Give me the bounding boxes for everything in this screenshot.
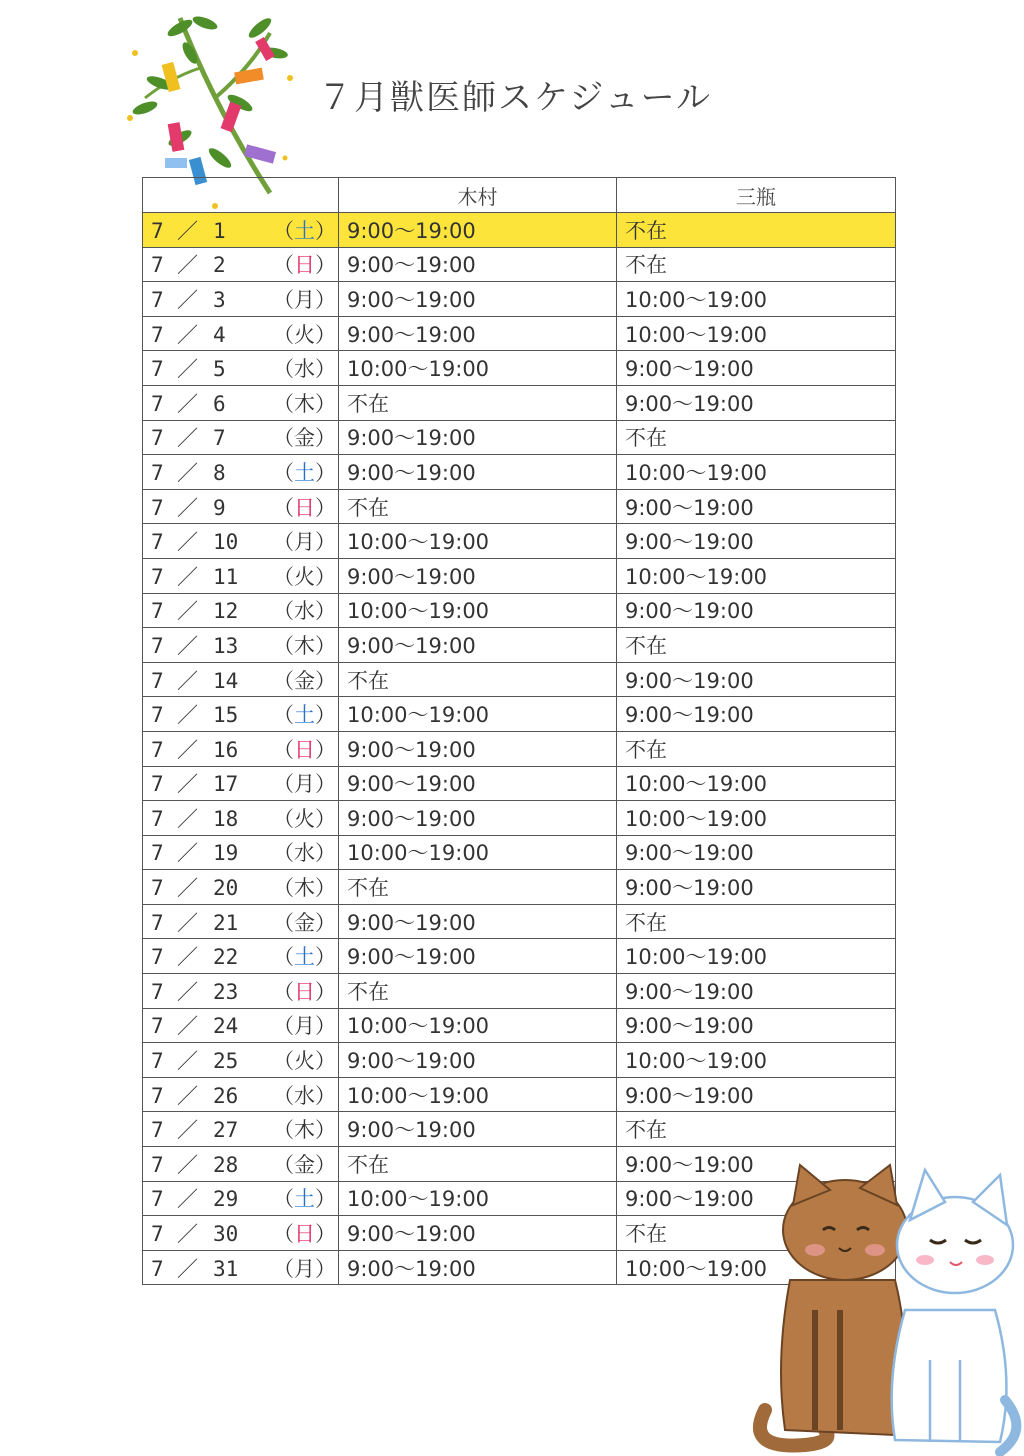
date-cell — [143, 801, 339, 836]
weekday-label: 月 — [294, 530, 315, 555]
kimura-cell: 10:00～19:00 — [339, 1008, 617, 1043]
date-cell — [143, 385, 339, 420]
sanpei-cell: 10:00～19:00 — [617, 801, 896, 836]
day: 21 — [213, 910, 239, 935]
weekday: （日） — [273, 1218, 339, 1248]
table-row — [143, 420, 896, 455]
weekday: （日） — [273, 734, 339, 764]
weekday-label: 月 — [294, 1256, 315, 1281]
date-cell — [143, 1147, 339, 1182]
sanpei-cell: 10:00～19:00 — [617, 1043, 896, 1078]
sanpei-cell: 10:00～19:00 — [617, 1250, 896, 1285]
day: 29 — [213, 1187, 239, 1212]
sanpei-cell: 9:00～19:00 — [617, 593, 896, 628]
table-row — [143, 247, 896, 282]
slash: ／ — [177, 841, 198, 866]
date-cell — [143, 1250, 339, 1285]
slash: ／ — [177, 1049, 198, 1074]
date-cell — [143, 766, 339, 801]
date-cell — [143, 455, 339, 490]
sanpei-cell: 10:00～19:00 — [617, 455, 896, 490]
date-cell — [143, 420, 339, 455]
date-cell — [143, 1077, 339, 1112]
day: 27 — [213, 1118, 239, 1143]
weekday: （土） — [273, 215, 339, 245]
slash: ／ — [177, 530, 198, 555]
weekday-label: 木 — [294, 1118, 315, 1143]
table-row — [143, 1112, 896, 1147]
weekday-label: 火 — [294, 564, 315, 589]
day: 30 — [213, 1222, 239, 1247]
month: 7 — [151, 806, 164, 831]
table-row — [143, 1077, 896, 1112]
weekday-label: 土 — [294, 945, 315, 970]
kimura-cell: 9:00～19:00 — [339, 420, 617, 455]
slash: ／ — [177, 910, 198, 935]
weekday-label: 木 — [294, 391, 315, 416]
month: 7 — [151, 772, 164, 797]
weekday-label: 火 — [294, 806, 315, 831]
kimura-cell: 10:00～19:00 — [339, 697, 617, 732]
day: 17 — [213, 772, 239, 797]
weekday: （月） — [273, 1253, 339, 1283]
table-row — [143, 1008, 896, 1043]
kimura-cell: 9:00～19:00 — [339, 801, 617, 836]
date-cell — [143, 697, 339, 732]
day: 5 — [213, 357, 226, 382]
sanpei-cell: 9:00～19:00 — [617, 697, 896, 732]
sanpei-cell: 不在 — [617, 628, 896, 663]
weekday: （水） — [273, 837, 339, 867]
slash: ／ — [177, 979, 198, 1004]
day: 19 — [213, 841, 239, 866]
slash: ／ — [177, 218, 198, 243]
table-row — [143, 731, 896, 766]
weekday: （水） — [273, 595, 339, 625]
weekday: （火） — [273, 319, 339, 349]
sanpei-cell: 9:00～19:00 — [617, 1147, 896, 1182]
weekday: （土） — [273, 941, 339, 971]
weekday: （土） — [273, 699, 339, 729]
slash: ／ — [177, 253, 198, 278]
month: 7 — [151, 426, 164, 451]
table-row — [143, 939, 896, 974]
sanpei-cell: 10:00～19:00 — [617, 282, 896, 317]
weekday: （水） — [273, 1080, 339, 1110]
day: 20 — [213, 876, 239, 901]
day: 23 — [213, 979, 239, 1004]
weekday-label: 土 — [294, 703, 315, 728]
day: 9 — [213, 495, 226, 520]
sanpei-cell: 不在 — [617, 904, 896, 939]
table-row — [143, 1043, 896, 1078]
weekday: （木） — [273, 1114, 339, 1144]
slash: ／ — [177, 495, 198, 520]
date-cell — [143, 489, 339, 524]
sanpei-cell: 9:00～19:00 — [617, 870, 896, 905]
table-row — [143, 835, 896, 870]
month: 7 — [151, 564, 164, 589]
table-row — [143, 351, 896, 386]
slash: ／ — [177, 876, 198, 901]
day: 10 — [213, 530, 239, 555]
weekday-label: 火 — [294, 322, 315, 347]
weekday-label: 土 — [294, 218, 315, 243]
sanpei-cell: 不在 — [617, 1216, 896, 1251]
weekday-label: 月 — [294, 1014, 315, 1039]
month: 7 — [151, 703, 164, 728]
weekday-label: 木 — [294, 876, 315, 901]
kimura-column-header: 木村 — [339, 178, 617, 213]
day: 7 — [213, 426, 226, 451]
day: 4 — [213, 322, 226, 347]
kimura-cell: 不在 — [339, 489, 617, 524]
date-cell — [143, 939, 339, 974]
weekday-label: 金 — [294, 668, 315, 693]
weekday-label: 火 — [294, 1049, 315, 1074]
sanpei-cell: 不在 — [617, 420, 896, 455]
sanpei-cell: 10:00～19:00 — [617, 939, 896, 974]
date-cell — [143, 524, 339, 559]
date-cell — [143, 247, 339, 282]
page-title: ７月獣医師スケジュール — [318, 78, 712, 118]
kimura-cell: 不在 — [339, 974, 617, 1009]
date-cell — [143, 1112, 339, 1147]
weekday-label: 金 — [294, 426, 315, 451]
month: 7 — [151, 910, 164, 935]
day: 8 — [213, 460, 226, 485]
slash: ／ — [177, 1014, 198, 1039]
date-cell — [143, 662, 339, 697]
weekday-label: 水 — [294, 841, 315, 866]
day: 22 — [213, 945, 239, 970]
kimura-cell: 9:00～19:00 — [339, 213, 617, 248]
date-cell — [143, 835, 339, 870]
slash: ／ — [177, 460, 198, 485]
day: 18 — [213, 806, 239, 831]
kimura-cell: 9:00～19:00 — [339, 316, 617, 351]
slash: ／ — [177, 1083, 198, 1108]
month: 7 — [151, 287, 164, 312]
kimura-cell: 9:00～19:00 — [339, 247, 617, 282]
weekday: （火） — [273, 1045, 339, 1075]
weekday-label: 金 — [294, 910, 315, 935]
weekday: （土） — [273, 457, 339, 487]
slash: ／ — [177, 564, 198, 589]
sanpei-cell: 9:00～19:00 — [617, 835, 896, 870]
month: 7 — [151, 945, 164, 970]
slash: ／ — [177, 703, 198, 728]
day: 31 — [213, 1256, 239, 1281]
date-cell — [143, 1008, 339, 1043]
day: 3 — [213, 287, 226, 312]
month: 7 — [151, 357, 164, 382]
weekday-label: 日 — [294, 253, 315, 278]
month: 7 — [151, 737, 164, 762]
sanpei-cell: 9:00～19:00 — [617, 662, 896, 697]
month: 7 — [151, 253, 164, 278]
table-row — [143, 316, 896, 351]
weekday: （日） — [273, 249, 339, 279]
weekday: （日） — [273, 976, 339, 1006]
day: 15 — [213, 703, 239, 728]
slash: ／ — [177, 599, 198, 624]
date-cell — [143, 316, 339, 351]
sanpei-cell: 9:00～19:00 — [617, 1008, 896, 1043]
weekday-label: 日 — [294, 1222, 315, 1247]
slash: ／ — [177, 668, 198, 693]
weekday: （火） — [273, 561, 339, 591]
day: 16 — [213, 737, 239, 762]
month: 7 — [151, 841, 164, 866]
date-cell — [143, 1216, 339, 1251]
kimura-cell: 10:00～19:00 — [339, 593, 617, 628]
month: 7 — [151, 1256, 164, 1281]
month: 7 — [151, 1222, 164, 1247]
weekday-label: 土 — [294, 1187, 315, 1212]
sanpei-cell: 9:00～19:00 — [617, 974, 896, 1009]
sanpei-cell: 不在 — [617, 731, 896, 766]
table-row — [143, 801, 896, 836]
slash: ／ — [177, 945, 198, 970]
weekday-label: 日 — [294, 979, 315, 1004]
table-row — [143, 282, 896, 317]
day: 14 — [213, 668, 239, 693]
date-cell — [143, 1043, 339, 1078]
weekday: （金） — [273, 1149, 339, 1179]
day: 26 — [213, 1083, 239, 1108]
weekday: （土） — [273, 1183, 339, 1213]
kimura-cell: 9:00～19:00 — [339, 1112, 617, 1147]
month: 7 — [151, 1152, 164, 1177]
weekday-label: 水 — [294, 357, 315, 382]
slash: ／ — [177, 1118, 198, 1143]
date-cell — [143, 974, 339, 1009]
slash: ／ — [177, 1187, 198, 1212]
kimura-cell: 10:00～19:00 — [339, 524, 617, 559]
day: 6 — [213, 391, 226, 416]
month: 7 — [151, 1118, 164, 1143]
sanpei-cell: 不在 — [617, 213, 896, 248]
table-row — [143, 628, 896, 663]
kimura-cell: 不在 — [339, 385, 617, 420]
day: 24 — [213, 1014, 239, 1039]
day: 2 — [213, 253, 226, 278]
sanpei-column-header: 三瓶 — [617, 178, 896, 213]
weekday-label: 月 — [294, 287, 315, 312]
date-cell — [143, 904, 339, 939]
date-cell — [143, 351, 339, 386]
month: 7 — [151, 495, 164, 520]
date-cell — [143, 628, 339, 663]
table-row — [143, 593, 896, 628]
weekday-label: 水 — [294, 1083, 315, 1108]
table-row — [143, 385, 896, 420]
table-row — [143, 213, 896, 248]
kimura-cell: 9:00～19:00 — [339, 1250, 617, 1285]
weekday-label: 木 — [294, 633, 315, 658]
day: 25 — [213, 1049, 239, 1074]
sanpei-cell: 9:00～19:00 — [617, 385, 896, 420]
sanpei-cell: 不在 — [617, 1112, 896, 1147]
sanpei-cell: 9:00～19:00 — [617, 489, 896, 524]
kimura-cell: 10:00～19:00 — [339, 1077, 617, 1112]
month: 7 — [151, 322, 164, 347]
day: 11 — [213, 564, 239, 589]
slash: ／ — [177, 737, 198, 762]
kimura-cell: 9:00～19:00 — [339, 766, 617, 801]
sanpei-cell: 9:00～19:00 — [617, 1077, 896, 1112]
weekday: （水） — [273, 353, 339, 383]
weekday: （月） — [273, 284, 339, 314]
kimura-cell: 10:00～19:00 — [339, 351, 617, 386]
table-row — [143, 904, 896, 939]
month: 7 — [151, 1049, 164, 1074]
sanpei-cell: 9:00～19:00 — [617, 524, 896, 559]
weekday-label: 土 — [294, 460, 315, 485]
date-cell — [143, 558, 339, 593]
kimura-cell: 9:00～19:00 — [339, 628, 617, 663]
month: 7 — [151, 876, 164, 901]
month: 7 — [151, 460, 164, 485]
slash: ／ — [177, 391, 198, 416]
month: 7 — [151, 218, 164, 243]
kimura-cell: 9:00～19:00 — [339, 558, 617, 593]
slash: ／ — [177, 1222, 198, 1247]
weekday-label: 月 — [294, 772, 315, 797]
kimura-cell: 9:00～19:00 — [339, 731, 617, 766]
slash: ／ — [177, 1256, 198, 1281]
day: 12 — [213, 599, 239, 624]
date-column-header — [143, 178, 339, 213]
sanpei-cell: 不在 — [617, 247, 896, 282]
month: 7 — [151, 668, 164, 693]
date-cell — [143, 870, 339, 905]
slash: ／ — [177, 426, 198, 451]
kimura-cell: 9:00～19:00 — [339, 455, 617, 490]
sanpei-cell: 10:00～19:00 — [617, 558, 896, 593]
month: 7 — [151, 1187, 164, 1212]
month: 7 — [151, 979, 164, 1004]
table-row — [143, 662, 896, 697]
month: 7 — [151, 530, 164, 555]
kimura-cell: 不在 — [339, 1147, 617, 1182]
sanpei-cell: 9:00～19:00 — [617, 351, 896, 386]
table-row — [143, 558, 896, 593]
sanpei-cell: 10:00～19:00 — [617, 316, 896, 351]
weekday-label: 日 — [294, 737, 315, 762]
kimura-cell: 10:00～19:00 — [339, 835, 617, 870]
kimura-cell: 10:00～19:00 — [339, 1181, 617, 1216]
date-cell — [143, 213, 339, 248]
slash: ／ — [177, 1152, 198, 1177]
slash: ／ — [177, 633, 198, 658]
day: 1 — [213, 218, 226, 243]
day: 13 — [213, 633, 239, 658]
table-header-row — [143, 178, 896, 213]
weekday: （月） — [273, 1010, 339, 1040]
date-cell — [143, 593, 339, 628]
kimura-cell: 不在 — [339, 662, 617, 697]
kimura-cell: 9:00～19:00 — [339, 282, 617, 317]
weekday: （月） — [273, 526, 339, 556]
weekday: （火） — [273, 803, 339, 833]
slash: ／ — [177, 357, 198, 382]
kimura-cell: 9:00～19:00 — [339, 1043, 617, 1078]
kimura-cell: 9:00～19:00 — [339, 904, 617, 939]
weekday: （金） — [273, 665, 339, 695]
table-row — [143, 489, 896, 524]
slash: ／ — [177, 772, 198, 797]
weekday: （日） — [273, 492, 339, 522]
table-row — [143, 974, 896, 1009]
month: 7 — [151, 599, 164, 624]
sanpei-cell: 10:00～19:00 — [617, 766, 896, 801]
table-row — [143, 697, 896, 732]
weekday-label: 金 — [294, 1152, 315, 1177]
weekday: （金） — [273, 422, 339, 452]
cats-illustration — [745, 1160, 1024, 1456]
date-cell — [143, 282, 339, 317]
month: 7 — [151, 633, 164, 658]
month: 7 — [151, 1083, 164, 1108]
table-row — [143, 455, 896, 490]
slash: ／ — [177, 322, 198, 347]
weekday: （金） — [273, 907, 339, 937]
weekday: （木） — [273, 388, 339, 418]
date-cell — [143, 731, 339, 766]
weekday: （木） — [273, 872, 339, 902]
table-row — [143, 766, 896, 801]
slash: ／ — [177, 806, 198, 831]
weekday: （月） — [273, 768, 339, 798]
table-row — [143, 870, 896, 905]
schedule-table — [142, 177, 896, 1285]
date-cell — [143, 1181, 339, 1216]
weekday-label: 日 — [294, 495, 315, 520]
day: 28 — [213, 1152, 239, 1177]
weekday: （木） — [273, 630, 339, 660]
kimura-cell: 9:00～19:00 — [339, 939, 617, 974]
sanpei-cell: 9:00～19:00 — [617, 1181, 896, 1216]
month: 7 — [151, 391, 164, 416]
weekday-label: 水 — [294, 599, 315, 624]
kimura-cell: 9:00～19:00 — [339, 1216, 617, 1251]
table-row — [143, 524, 896, 559]
kimura-cell: 不在 — [339, 870, 617, 905]
month: 7 — [151, 1014, 164, 1039]
slash: ／ — [177, 287, 198, 312]
